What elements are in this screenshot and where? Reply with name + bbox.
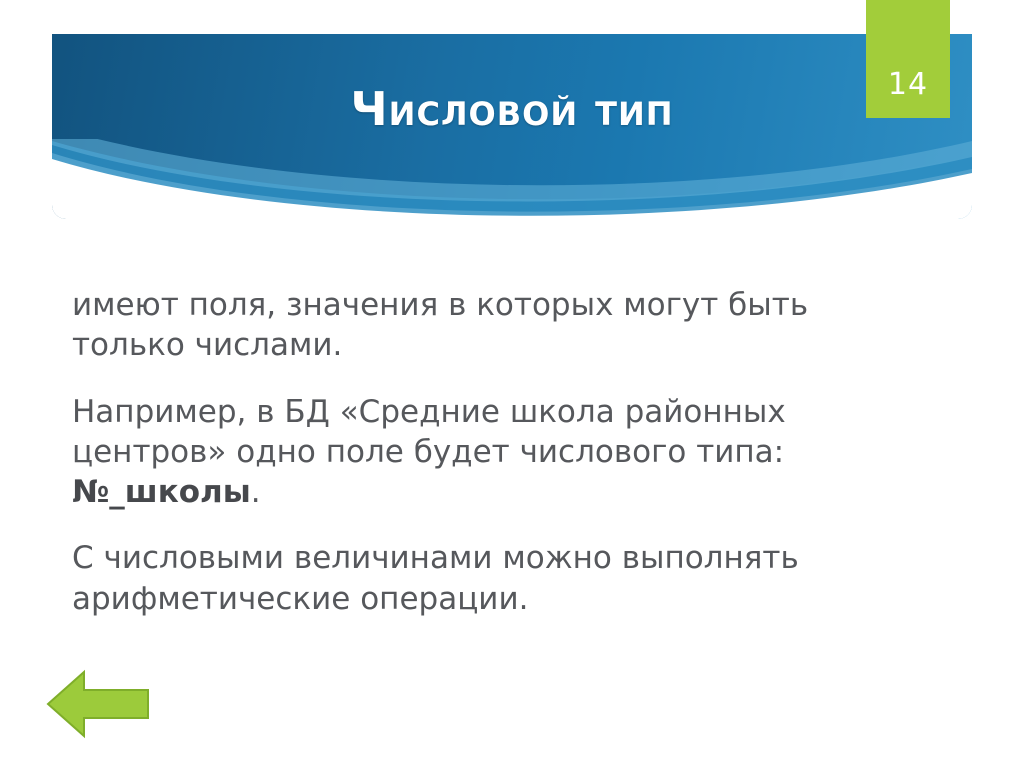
body-text-segment-2-1: Например, в БД «Средние школа районных центров» одно поле будет числового типа:: [72, 393, 786, 470]
body-paragraph-1: [72, 285, 902, 366]
slide-body: [72, 285, 902, 619]
back-arrow-icon[interactable]: [44, 668, 152, 740]
page-number-value: 14: [887, 67, 929, 102]
slide-header: [52, 34, 972, 219]
body-text-segment-1-1: имеют поля, значения в которых могут быть только числами.: [72, 287, 809, 364]
body-paragraph-3: [72, 538, 902, 619]
body-paragraph-2: [72, 392, 902, 513]
body-field-name-2-2: №_школы: [72, 474, 251, 511]
body-text-segment-3-1: С числовыми величинами можно выполнять арифметические операции.: [72, 540, 799, 617]
page-title: Числовой тип: [350, 82, 674, 136]
header-band: [52, 34, 972, 219]
body-text-segment-2-3: .: [250, 474, 261, 511]
page-number-badge: [866, 0, 950, 118]
